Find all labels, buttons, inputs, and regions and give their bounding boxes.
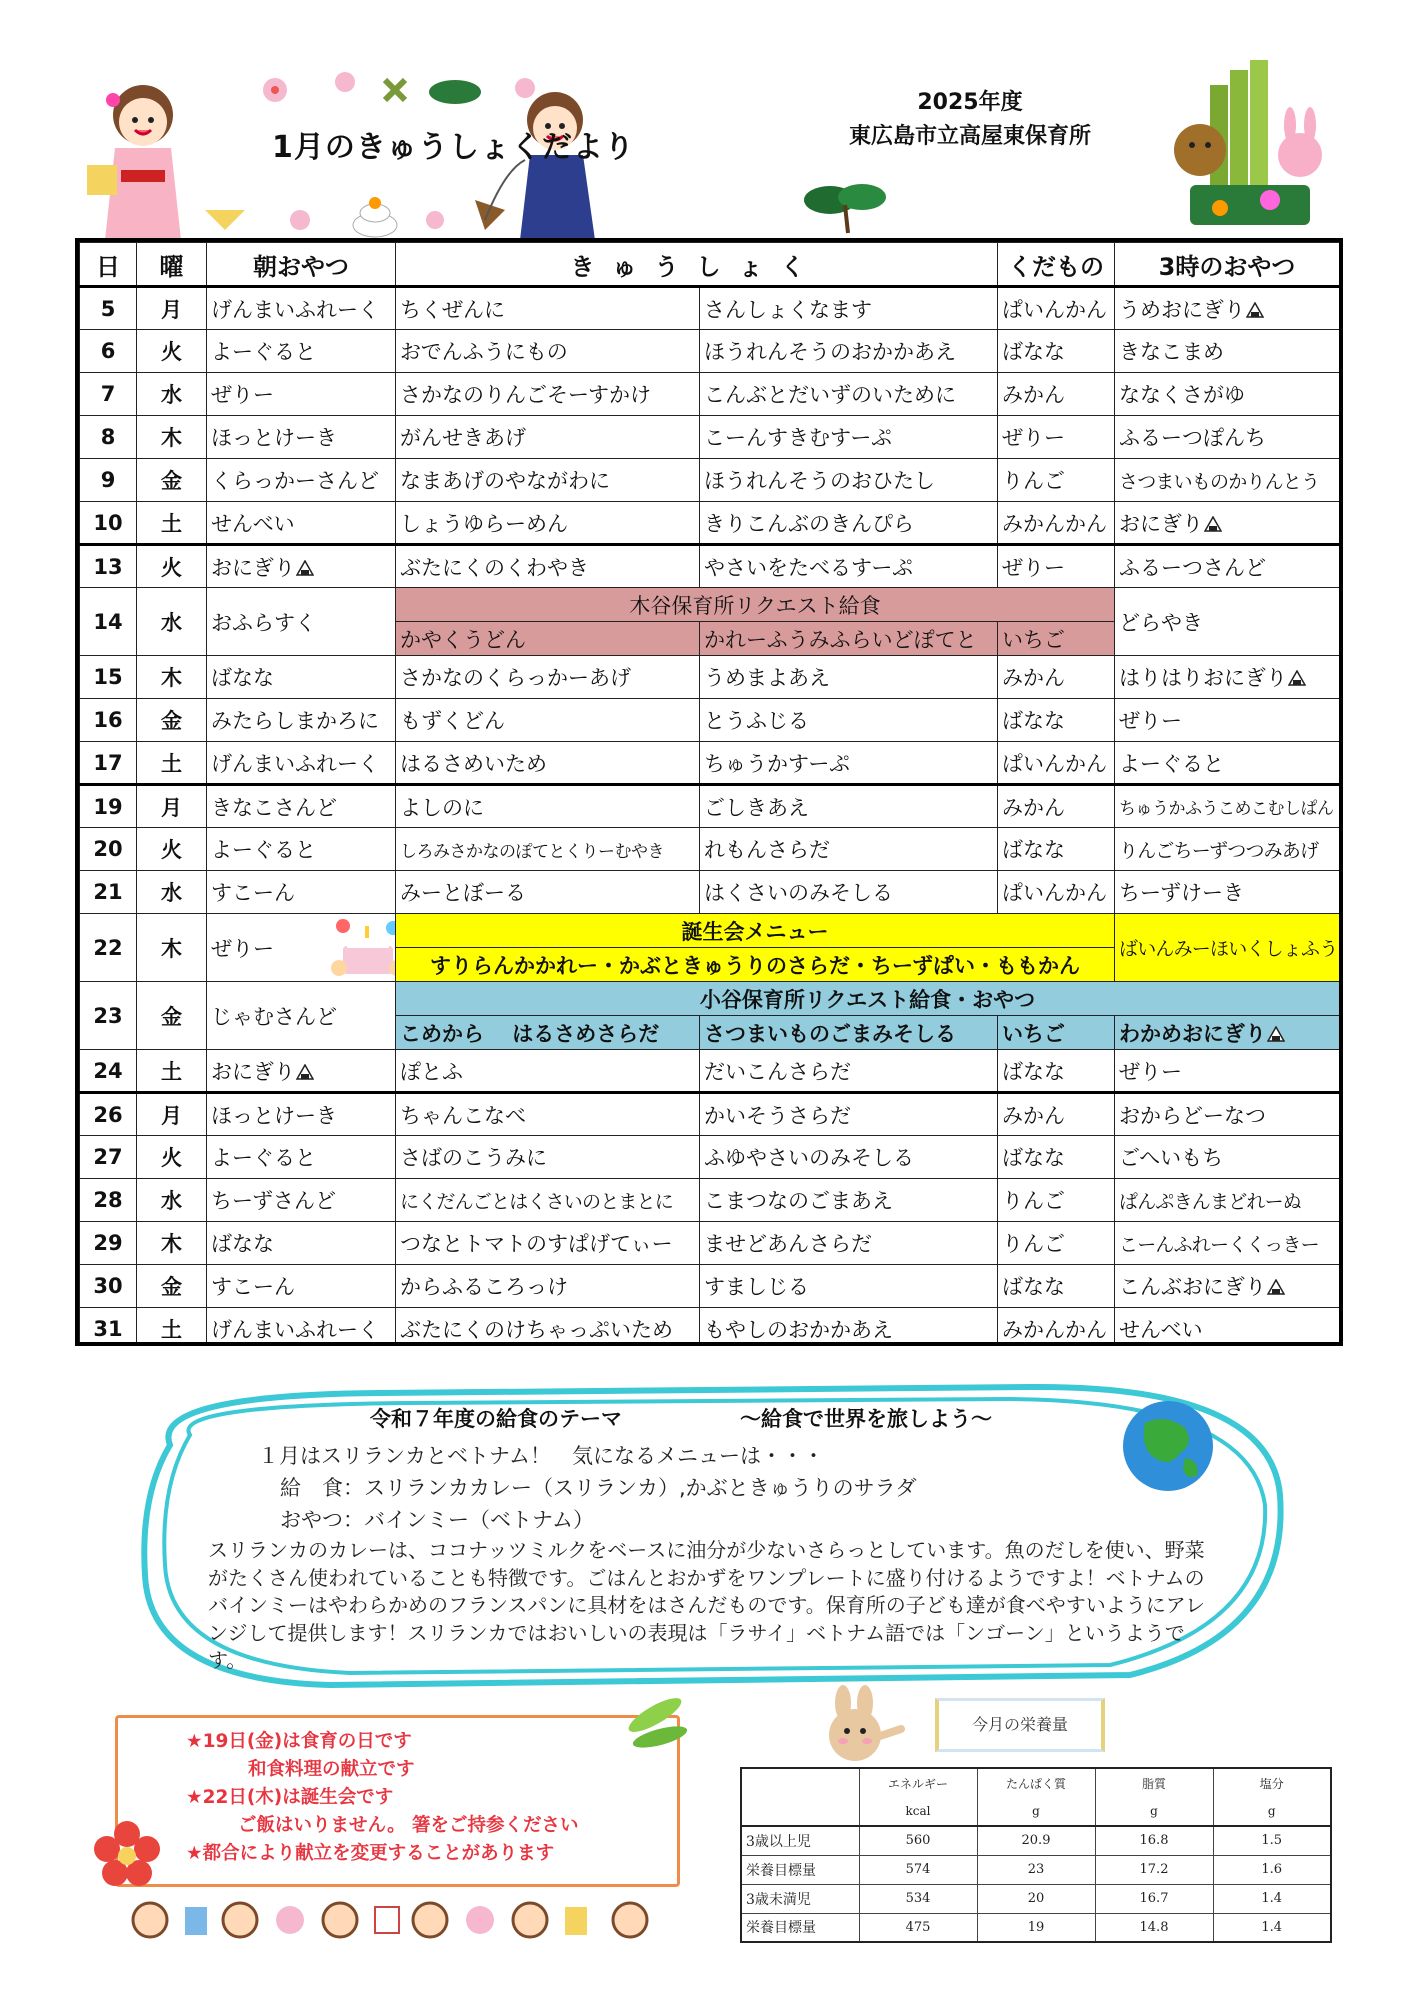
- morning-snack-cell: [207, 1050, 396, 1093]
- table-row: [80, 1265, 1340, 1308]
- lunch-main-cell: かやくうどん: [396, 622, 700, 656]
- morning-snack-cell: きなこさんど: [207, 785, 396, 828]
- afternoon-snack-text: わかめおにぎり: [1119, 1021, 1266, 1046]
- fruit-cell: ぜりー: [998, 545, 1115, 588]
- table-row: [80, 742, 1340, 785]
- fruit-cell: ばなな: [998, 828, 1115, 871]
- lunch-side-cell: こんぶとだいずのいために: [700, 373, 998, 416]
- lunch-main-cell: がんせきあげ: [396, 416, 700, 459]
- nutrition-corner-cell: [741, 1768, 859, 1826]
- onigiri-icon: [1267, 1026, 1285, 1042]
- lunch-main-cell: さかなのりんごそーすかけ: [396, 373, 700, 416]
- lunch-side-cell: ませどあんさらだ: [700, 1222, 998, 1265]
- table-row: [80, 373, 1340, 416]
- notice-line: ご飯はいりません。 箸をご持参ください: [238, 1815, 579, 1836]
- col-header-day: 日: [80, 243, 137, 287]
- lunch-side-cell: れもんさらだ: [700, 828, 998, 871]
- theme-lunch-line: 給 食：スリランカカレー（スリランカ）,かぶときゅうりのサラダ: [280, 1476, 917, 1500]
- notice-line: ★都合により献立を変更することがあります: [186, 1843, 555, 1864]
- weekday-cell: 水: [137, 588, 207, 656]
- morning-snack-cell: ほっとけーき: [207, 1093, 396, 1136]
- lunch-main-cell: つなとトマトのすぱげてぃー: [396, 1222, 700, 1265]
- weekday-cell: 水: [137, 373, 207, 416]
- lunch-main-cell: ぶたにくのくわやき: [396, 545, 700, 588]
- weekday-cell: 金: [137, 459, 207, 502]
- weekday-cell: 土: [137, 502, 207, 545]
- afternoon-snack-cell: ぜりー: [1115, 1050, 1340, 1093]
- nutrition-value: 16.8: [1095, 1826, 1213, 1855]
- fruit-cell: みかんかん: [998, 502, 1115, 545]
- theme-snack-line: おやつ：バインミー（ベトナム）: [280, 1508, 594, 1532]
- onigiri-icon: [296, 560, 314, 576]
- table-row: [80, 871, 1340, 914]
- lunch-side-cell: ほうれんそうのおひたし: [700, 459, 998, 502]
- fruit-cell: いちご: [998, 622, 1115, 656]
- afternoon-snack-cell: ちゅうかふうこめこむしぱん: [1115, 785, 1340, 828]
- weekday-cell: 水: [137, 871, 207, 914]
- afternoon-snack-text: うめおにぎり: [1119, 297, 1245, 322]
- weekday-cell: 月: [137, 1093, 207, 1136]
- lunch-main-cell: しょうゆらーめん: [396, 502, 700, 545]
- afternoon-snack-cell: [1115, 1016, 1340, 1050]
- col-header-morning-snack: 朝おやつ: [207, 243, 396, 287]
- nutrition-label: 今月の栄養量: [935, 1698, 1105, 1752]
- table-row: [80, 1222, 1340, 1265]
- weekday-cell: 火: [137, 828, 207, 871]
- day-cell: 17: [80, 742, 137, 785]
- fruit-cell: みかん: [998, 656, 1115, 699]
- lunch-side-cell: とうふじる: [700, 699, 998, 742]
- fruit-cell: ばなな: [998, 1050, 1115, 1093]
- morning-snack-cell: みたらしまかろに: [207, 699, 396, 742]
- lunch-main-cell: おでんふうにもの: [396, 330, 700, 373]
- morning-snack-cell: よーぐると: [207, 1136, 396, 1179]
- fruit-cell: みかん: [998, 373, 1115, 416]
- fruit-cell: みかんかん: [998, 1308, 1115, 1347]
- fruit-cell: りんご: [998, 1179, 1115, 1222]
- day-cell: 26: [80, 1093, 137, 1136]
- day-cell: 5: [80, 287, 137, 330]
- lunch-side-cell: ほうれんそうのおかかあえ: [700, 330, 998, 373]
- col-header-weekday: 曜: [137, 243, 207, 287]
- theme-title: 令和７年度の給食のテーマ: [370, 1407, 622, 1431]
- nutrition-row-label: 栄養目標量: [741, 1913, 859, 1942]
- afternoon-snack-cell: [1115, 656, 1340, 699]
- globe-icon: [1115, 1398, 1221, 1494]
- morning-snack-cell: よーぐると: [207, 828, 396, 871]
- onigiri-icon: [296, 1064, 314, 1080]
- morning-snack-text: おにぎり: [211, 555, 295, 580]
- lunch-side-cell: うめまよあえ: [700, 656, 998, 699]
- nutrition-value: 1.5: [1213, 1826, 1331, 1855]
- fruit-cell: ぱいんかん: [998, 871, 1115, 914]
- birthday-menu-banner: 誕生会メニュー: [396, 914, 1115, 948]
- morning-snack-cell: [207, 545, 396, 588]
- nutrition-row-label: 3歳未満児: [741, 1884, 859, 1913]
- morning-snack-cell: げんまいふれーく: [207, 1308, 396, 1347]
- morning-snack-cell: くらっかーさんど: [207, 459, 396, 502]
- afternoon-snack-cell: こーんふれーくくっきー: [1115, 1222, 1340, 1265]
- morning-snack-text: ぜりー: [211, 936, 274, 961]
- table-header-row: [80, 243, 1340, 287]
- afternoon-snack-cell: [1115, 502, 1340, 545]
- table-row: [80, 699, 1340, 742]
- afternoon-snack-cell: ふるーつさんど: [1115, 545, 1340, 588]
- afternoon-snack-cell: りんごちーずつつみあげ: [1115, 828, 1340, 871]
- weekday-cell: 土: [137, 1050, 207, 1093]
- notice-line: ★22日(木)は誕生会です: [186, 1787, 394, 1808]
- nutrition-value: 1.4: [1213, 1913, 1331, 1942]
- table-row: [80, 416, 1340, 459]
- nutrition-unit-cell: g: [1213, 1797, 1331, 1826]
- table-row: [80, 828, 1340, 871]
- lunch-main-cell: ちゃんこなべ: [396, 1093, 700, 1136]
- lunch-side-cell: やさいをたべるすーぷ: [700, 545, 998, 588]
- nutrition-value: 20: [977, 1884, 1095, 1913]
- lunch-side-cell: かれーふうみふらいどぽてと: [700, 622, 998, 656]
- nutrition-value: 19: [977, 1913, 1095, 1942]
- nutrition-row: [741, 1855, 1331, 1884]
- nutrition-row: [741, 1913, 1331, 1942]
- lunch-side-cell: こーんすきむすーぷ: [700, 416, 998, 459]
- nutrition-header-cell: 塩分: [1213, 1768, 1331, 1797]
- nutrition-unit-cell: g: [1095, 1797, 1213, 1826]
- table-row: [80, 330, 1340, 373]
- theme-intro: １月はスリランカとベトナム！ 気になるメニューは・・・: [258, 1444, 824, 1468]
- lunch-main-cell: みーとぼーる: [396, 871, 700, 914]
- weekday-cell: 木: [137, 416, 207, 459]
- onigiri-icon: [1204, 516, 1222, 532]
- lunch-side-cell: だいこんさらだ: [700, 1050, 998, 1093]
- lunch-side-cell: ちゅうかすーぷ: [700, 742, 998, 785]
- lunch-side-cell: きりこんぶのきんぴら: [700, 502, 998, 545]
- nutrition-header-cell: エネルギー: [859, 1768, 977, 1797]
- day-cell: 20: [80, 828, 137, 871]
- weekday-cell: 土: [137, 742, 207, 785]
- morning-snack-cell: ぜりー: [207, 373, 396, 416]
- morning-snack-cell: じゃむさんど: [207, 982, 396, 1050]
- day-cell: 7: [80, 373, 137, 416]
- fruit-cell: みかん: [998, 785, 1115, 828]
- weekday-cell: 土: [137, 1308, 207, 1347]
- lunch-main-cell: からふるころっけ: [396, 1265, 700, 1308]
- weekday-cell: 月: [137, 785, 207, 828]
- table-row: [80, 287, 1340, 330]
- nutrition-header-cell: 脂質: [1095, 1768, 1213, 1797]
- onigiri-icon: [1267, 1279, 1285, 1295]
- nutrition-value: 23: [977, 1855, 1095, 1884]
- lunch-side-cell: すましじる: [700, 1265, 998, 1308]
- lunch-main-cell: にくだんごとはくさいのとまとに: [396, 1179, 700, 1222]
- onigiri-icon: [1288, 670, 1306, 686]
- afternoon-snack-cell: ぱんぷきんまどれーぬ: [1115, 1179, 1340, 1222]
- kadomatsu-icon: [1160, 60, 1340, 235]
- fruit-cell: ばなな: [998, 1136, 1115, 1179]
- lunch-main-cell: ちくぜんに: [396, 287, 700, 330]
- nutrition-value: 475: [859, 1913, 977, 1942]
- fruit-cell: みかん: [998, 1093, 1115, 1136]
- table-row: [80, 1308, 1340, 1347]
- lunch-main-cell: なまあげのやながわに: [396, 459, 700, 502]
- bamboo-leaf-icon: [615, 1695, 695, 1765]
- nutrition-header-row: [741, 1768, 1331, 1797]
- afternoon-snack-cell: ぜりー: [1115, 699, 1340, 742]
- weekday-cell: 月: [137, 287, 207, 330]
- notice-line: ★19日(金)は食育の日です: [186, 1731, 412, 1752]
- nutrition-row-label: 栄養目標量: [741, 1855, 859, 1884]
- nutrition-header-cell: たんぱく質: [977, 1768, 1095, 1797]
- morning-snack-cell: おふらすく: [207, 588, 396, 656]
- table-row: [80, 785, 1340, 828]
- fruit-cell: りんご: [998, 1222, 1115, 1265]
- morning-snack-text: おにぎり: [211, 1059, 295, 1084]
- afternoon-snack-cell: おからどーなつ: [1115, 1093, 1340, 1136]
- afternoon-snack-text: はりはりおにぎり: [1119, 666, 1287, 690]
- table-row: [80, 545, 1340, 588]
- school-header: [810, 86, 1130, 154]
- afternoon-snack-cell: どらやき: [1115, 588, 1340, 656]
- table-row: [80, 502, 1340, 545]
- lunch-main-cell: さばのこうみに: [396, 1136, 700, 1179]
- fiscal-year: 2025年度: [917, 90, 1023, 115]
- table-row: [80, 1136, 1340, 1179]
- nutrition-table: [740, 1767, 1332, 1943]
- nutrition-unit-cell: g: [977, 1797, 1095, 1826]
- day-cell: 10: [80, 502, 137, 545]
- nutrition-value: 20.9: [977, 1826, 1095, 1855]
- weekday-cell: 木: [137, 1222, 207, 1265]
- theme-subtitle: ～給食で世界を旅しよう～: [740, 1407, 992, 1431]
- nutrition-value: 534: [859, 1884, 977, 1913]
- day-cell: 9: [80, 459, 137, 502]
- morning-snack-cell: ほっとけーき: [207, 416, 396, 459]
- menu-table-frame: [75, 238, 1343, 1346]
- afternoon-snack-text: おにぎり: [1119, 511, 1203, 536]
- table-row: [80, 1179, 1340, 1222]
- lunch-main-cell: しろみさかなのぽてとくりーむやき: [396, 828, 700, 871]
- weekday-cell: 金: [137, 699, 207, 742]
- fruit-cell: ばなな: [998, 330, 1115, 373]
- special-menu-banner: 木谷保育所リクエスト給食: [396, 588, 1115, 622]
- morning-snack-cell: [207, 914, 396, 982]
- lunch-side-cell: ふゆやさいのみそしる: [700, 1136, 998, 1179]
- afternoon-snack-cell: ななくさがゆ: [1115, 373, 1340, 416]
- afternoon-snack-cell: [1115, 287, 1340, 330]
- morning-snack-cell: ばなな: [207, 1222, 396, 1265]
- weekday-cell: 火: [137, 1136, 207, 1179]
- col-header-lunch: きゅうしょく: [396, 243, 998, 287]
- weekday-cell: 木: [137, 656, 207, 699]
- day-cell: 13: [80, 545, 137, 588]
- page-title: 1月のきゅうしょくだより: [272, 130, 635, 165]
- fruit-cell: ぱいんかん: [998, 287, 1115, 330]
- nutrition-row: [741, 1826, 1331, 1855]
- weekday-cell: 水: [137, 1179, 207, 1222]
- request-menu-banner: 小谷保育所リクエスト給食・おやつ: [396, 982, 1340, 1016]
- nutrition-value: 1.4: [1213, 1884, 1331, 1913]
- table-row: [80, 1093, 1340, 1136]
- lunch-main-cell: よしのに: [396, 785, 700, 828]
- nutrition-row-label: 3歳以上児: [741, 1826, 859, 1855]
- fruit-cell: ばなな: [998, 699, 1115, 742]
- day-cell: 27: [80, 1136, 137, 1179]
- morning-snack-cell: せんべい: [207, 502, 396, 545]
- notice-line: 和食料理の献立です: [248, 1759, 415, 1780]
- fruit-cell: ぱいんかん: [998, 742, 1115, 785]
- fruit-cell: ばなな: [998, 1265, 1115, 1308]
- nutrition-value: 560: [859, 1826, 977, 1855]
- nutrition-value: 14.8: [1095, 1913, 1213, 1942]
- day-cell: 21: [80, 871, 137, 914]
- plum-blossom-icon: [92, 1820, 162, 1890]
- nutrition-value: 17.2: [1095, 1855, 1213, 1884]
- theme-body: スリランカのカレーは、ココナッツミルクをベースに油分が少ないさらっとしています。魚のだしを使い、野菜がたくさん使われていることも特徴です。ごはんとおかずをワンプレートに盛り付けるようですよ！ベトナムのバインミーはやわらかめのフランスパンに具材をはさんだものです。保育所の子ども達が食べやすいようにアレンジして提供します！スリランカではおいしいの表現は「ラサイ」ベトナム語では「ンゴーン」というようです。: [208, 1538, 1205, 1672]
- table-row: [80, 459, 1340, 502]
- morning-snack-cell: すこーん: [207, 871, 396, 914]
- nutrition-value: 1.6: [1213, 1855, 1331, 1884]
- lunch-side-cell: こまつなのごまあえ: [700, 1179, 998, 1222]
- afternoon-snack-cell: せんべい: [1115, 1308, 1340, 1347]
- col-header-fruit: くだもの: [998, 243, 1115, 287]
- lunch-main-cell: こめから はるさめさらだ: [396, 1016, 700, 1050]
- table-row-special: [80, 982, 1340, 1016]
- afternoon-snack-cell: ふるーつぽんち: [1115, 416, 1340, 459]
- weekday-cell: 金: [137, 1265, 207, 1308]
- weekday-cell: 火: [137, 545, 207, 588]
- lunch-side-cell: かいそうさらだ: [700, 1093, 998, 1136]
- afternoon-snack-cell: きなこまめ: [1115, 330, 1340, 373]
- afternoon-snack-cell: ばいんみーほいくしょふう: [1115, 914, 1340, 982]
- lunch-side-cell: はくさいのみそしる: [700, 871, 998, 914]
- day-cell: 16: [80, 699, 137, 742]
- day-cell: 30: [80, 1265, 137, 1308]
- weekday-cell: 火: [137, 330, 207, 373]
- lunch-side-cell: ごしきあえ: [700, 785, 998, 828]
- morning-snack-cell: よーぐると: [207, 330, 396, 373]
- afternoon-snack-text: こんぶおにぎり: [1119, 1275, 1266, 1299]
- lunch-side-cell: もやしのおかかあえ: [700, 1308, 998, 1347]
- afternoon-snack-cell: さつまいものかりんとう: [1115, 459, 1340, 502]
- day-cell: 8: [80, 416, 137, 459]
- pine-icon: [800, 175, 895, 235]
- lunch-main-cell: ぽとふ: [396, 1050, 700, 1093]
- onigiri-icon: [1246, 302, 1264, 318]
- lunch-main-cell: ぶたにくのけちゃっぷいため: [396, 1308, 700, 1347]
- morning-snack-cell: ばなな: [207, 656, 396, 699]
- school-name: 東広島市立高屋東保育所: [848, 124, 1091, 149]
- day-cell: 24: [80, 1050, 137, 1093]
- fruit-cell: りんご: [998, 459, 1115, 502]
- table-row-birthday: [80, 914, 1340, 948]
- day-cell: 28: [80, 1179, 137, 1222]
- day-cell: 14: [80, 588, 137, 656]
- lunch-main-cell: もずくどん: [396, 699, 700, 742]
- table-row: [80, 656, 1340, 699]
- lunch-side-cell: さつまいものごまみそしる: [700, 1016, 998, 1050]
- lunch-main-cell: さかなのくらっかーあげ: [396, 656, 700, 699]
- nutrition-row: [741, 1884, 1331, 1913]
- day-cell: 6: [80, 330, 137, 373]
- day-cell: 29: [80, 1222, 137, 1265]
- morning-snack-cell: すこーん: [207, 1265, 396, 1308]
- nutrition-value: 16.7: [1095, 1884, 1213, 1913]
- lunch-main-cell: はるさめいため: [396, 742, 700, 785]
- birthday-lunch-cell: すりらんかかれー・かぶときゅうりのさらだ・ちーずぱい・ももかん: [396, 948, 1115, 982]
- table-row: [80, 1050, 1340, 1093]
- lunch-side-cell: さんしょくなます: [700, 287, 998, 330]
- weekday-cell: 金: [137, 982, 207, 1050]
- day-cell: 22: [80, 914, 137, 982]
- children-faces-row: [130, 1895, 670, 1945]
- rabbit-icon: [815, 1685, 905, 1767]
- weekday-cell: 木: [137, 914, 207, 982]
- day-cell: 19: [80, 785, 137, 828]
- table-row-special: [80, 588, 1340, 622]
- day-cell: 31: [80, 1308, 137, 1347]
- nutrition-unit-cell: kcal: [859, 1797, 977, 1826]
- morning-snack-cell: げんまいふれーく: [207, 742, 396, 785]
- afternoon-snack-cell: [1115, 1265, 1340, 1308]
- col-header-afternoon-snack: 3時のおやつ: [1115, 243, 1340, 287]
- day-cell: 23: [80, 982, 137, 1050]
- day-cell: 15: [80, 656, 137, 699]
- morning-snack-cell: ちーずさんど: [207, 1179, 396, 1222]
- birthday-cake-icon: [329, 916, 396, 982]
- afternoon-snack-cell: よーぐると: [1115, 742, 1340, 785]
- menu-table: [79, 242, 1340, 1346]
- nutrition-value: 574: [859, 1855, 977, 1884]
- afternoon-snack-cell: ちーずけーき: [1115, 871, 1340, 914]
- afternoon-snack-cell: ごへいもち: [1115, 1136, 1340, 1179]
- fruit-cell: いちご: [998, 1016, 1115, 1050]
- morning-snack-cell: げんまいふれーく: [207, 287, 396, 330]
- fruit-cell: ぜりー: [998, 416, 1115, 459]
